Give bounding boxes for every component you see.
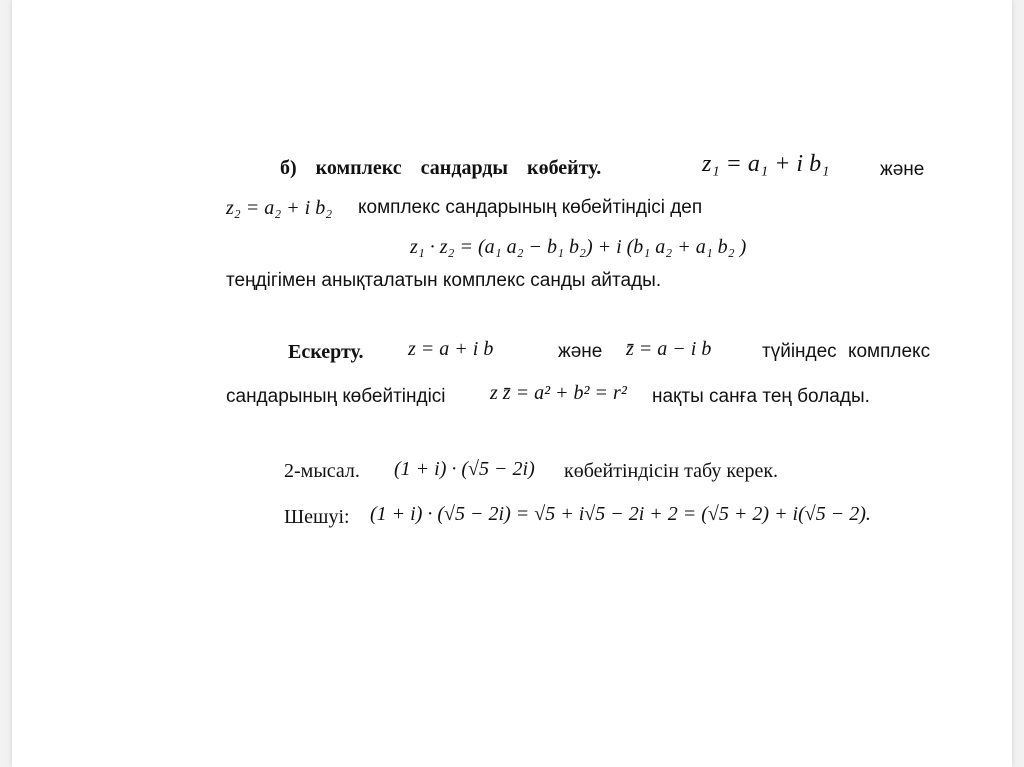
remark-text-2: сандарының көбейтіндісі [226, 386, 446, 407]
zbar-definition: z̄ = a − i b [626, 338, 712, 360]
solution-label: Шешуі: [284, 506, 350, 528]
and-word-1: және [880, 159, 925, 180]
z1-definition: z₁ = a₁ + i b₁ [702, 151, 830, 177]
section-text-2: теңдігімен анықталатын комплекс санды айтады. [226, 270, 662, 291]
example-task: көбейтіндісін табу керек. [564, 460, 779, 482]
remark-title: Ескерту. [288, 341, 364, 363]
section-heading: б) комплекс сандарды көбейту. [280, 157, 602, 179]
solution-formula: (1 + i) · (√5 − 2i) = √5 + i√5 − 2i + 2 = (√5 + 2) + i(√5 − 2). [370, 503, 871, 525]
remark-text-1: түйіндес комплекс [762, 341, 931, 362]
and-word-2: және [558, 341, 603, 362]
example-title: 2-мысал. [284, 460, 360, 482]
product-formula: z₁ · z₂ = (a₁ a₂ − b₁ b₂) + i (b₁ a₂ + a₁ b₂ ) [410, 236, 747, 258]
example-expression: (1 + i) · (√5 − 2i) [394, 458, 535, 480]
z-definition: z = a + i b [408, 338, 494, 360]
section-text-1: комплекс сандарының көбейтіндісі деп [358, 197, 703, 218]
remark-formula: z z̄ = a² + b² = r² [490, 382, 627, 404]
remark-text-3: нақты санға тең болады. [652, 386, 870, 407]
z2-definition: z₂ = a₂ + i b₂ [226, 197, 333, 219]
slide [12, 0, 1012, 767]
